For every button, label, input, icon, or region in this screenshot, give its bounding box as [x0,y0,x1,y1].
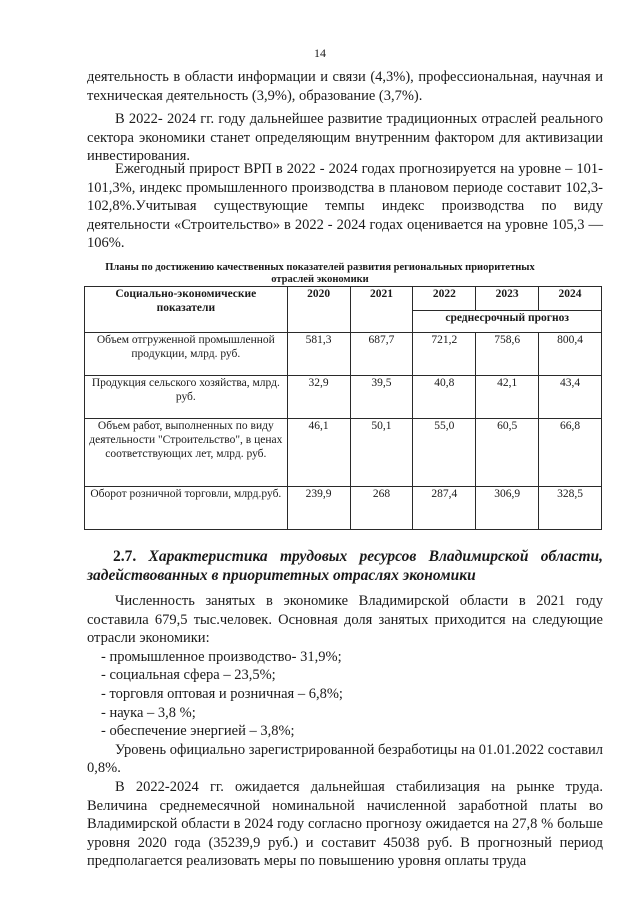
header-indicator: Социально-экономические показатели [85,287,288,333]
header-year: 2022 [413,287,476,311]
cell-value: 687,7 [350,333,413,376]
cell-value: 268 [350,487,413,530]
paragraph-text: деятельность в области информации и связи (4,3%), профессиональная, научная и техническая деятельность (3,9%), образование (3,7%). [87,69,603,104]
table-row [85,487,602,530]
cell-value: 287,4 [413,487,476,530]
cell-value: 328,5 [539,487,602,530]
table-header-row [85,287,602,311]
cell-value: 581,3 [287,333,350,376]
row-label: Объем работ, выполненных по виду деятельности "Строительство", в ценах соответствующих лет, млрд. руб. [85,419,288,487]
cell-value: 32,9 [287,376,350,419]
section-title: Характеристика трудовых ресурсов Владимирской области, задействованных в приоритетных отраслях экономики [87,548,604,584]
header-year: 2021 [350,287,413,333]
list-item: - обеспечение энергией – 3,8%; [101,723,295,740]
header-forecast: среднесрочный прогноз [413,311,602,333]
header-year: 2024 [539,287,602,311]
section-heading [87,548,603,585]
header-year: 2023 [476,287,539,311]
paragraph-text: В 2022- 2024 гг. году дальнейшее развитие традиционных отраслей реального сектора экономики станет определяющим внутренним фактором для активизации инвестирования. [87,111,603,165]
paragraph-text: Ежегодный прирост ВРП в 2022 - 2024 годах прогнозируется на уровне – 101-101,3%, индекс промышленного производства в плановом периоде составит 102,3-102,8%.Учитывая существующие темпы индекс производства по виду деятельности «Строительство» в 2022 - 2024 годах оценивается на уровне 105,3 — 106%. [87,161,603,252]
paragraph-3 [87,160,603,253]
list-item: - социальная сфера – 23,5%; [101,667,276,684]
list-item: - торговля оптовая и розничная – 6,8%; [101,685,343,702]
row-label: Объем отгруженной промышленной продукции, млрд. руб. [85,333,288,376]
forecast-paragraph: В 2022-2024 гг. ожидается дальнейшая стабилизация на рынке труда. Величина среднемесячной номинальной начисленной заработной платы во Владимирской области в 2024 году согласно прогнозу ожидается на 27,8 % больше уровня 2020 года (35239,9 руб.) и составит 45038 руб. В прогнозный период предполагается реализовать меры по повышению уровня оплаты труда [87,778,603,870]
cell-value: 60,5 [476,419,539,487]
table-row [85,419,602,487]
row-label: Продукция сельского хозяйства, млрд. руб. [85,376,288,419]
section-body [87,592,603,871]
cell-value: 55,0 [413,419,476,487]
cell-value: 758,6 [476,333,539,376]
cell-value: 721,2 [413,333,476,376]
table-row [85,333,602,376]
row-label: Оборот розничной торговли, млрд.руб. [85,487,288,530]
cell-value: 43,4 [539,376,602,419]
list-item: - наука – 3,8 %; [101,704,196,721]
paragraph-2 [87,110,603,166]
page-number: 14 [314,46,326,60]
unemployment-paragraph: Уровень официально зарегистрированной безработицы на 01.01.2022 составил 0,8%. [87,741,603,777]
cell-value: 40,8 [413,376,476,419]
cell-value: 66,8 [539,419,602,487]
list-item: - промышленное производство- 31,9%; [101,648,342,665]
cell-value: 306,9 [476,487,539,530]
header-year: 2020 [287,287,350,333]
indicators-table [84,286,602,530]
cell-value: 42,1 [476,376,539,419]
employment-paragraph: Численность занятых в экономике Владимирской области в 2021 году составила 679,5 тыс.человек. Основная доля занятых приходится на следующие отрасли экономики: [87,593,603,647]
cell-value: 239,9 [287,487,350,530]
section-number: 2.7. [113,548,137,565]
cell-value: 39,5 [350,376,413,419]
paragraph-1 [87,68,603,105]
cell-value: 50,1 [350,419,413,487]
table-row [85,376,602,419]
cell-value: 800,4 [539,333,602,376]
cell-value: 46,1 [287,419,350,487]
table-caption: Планы по достижению качественных показателей развития региональных приоритетных отраслей экономики [105,262,535,285]
